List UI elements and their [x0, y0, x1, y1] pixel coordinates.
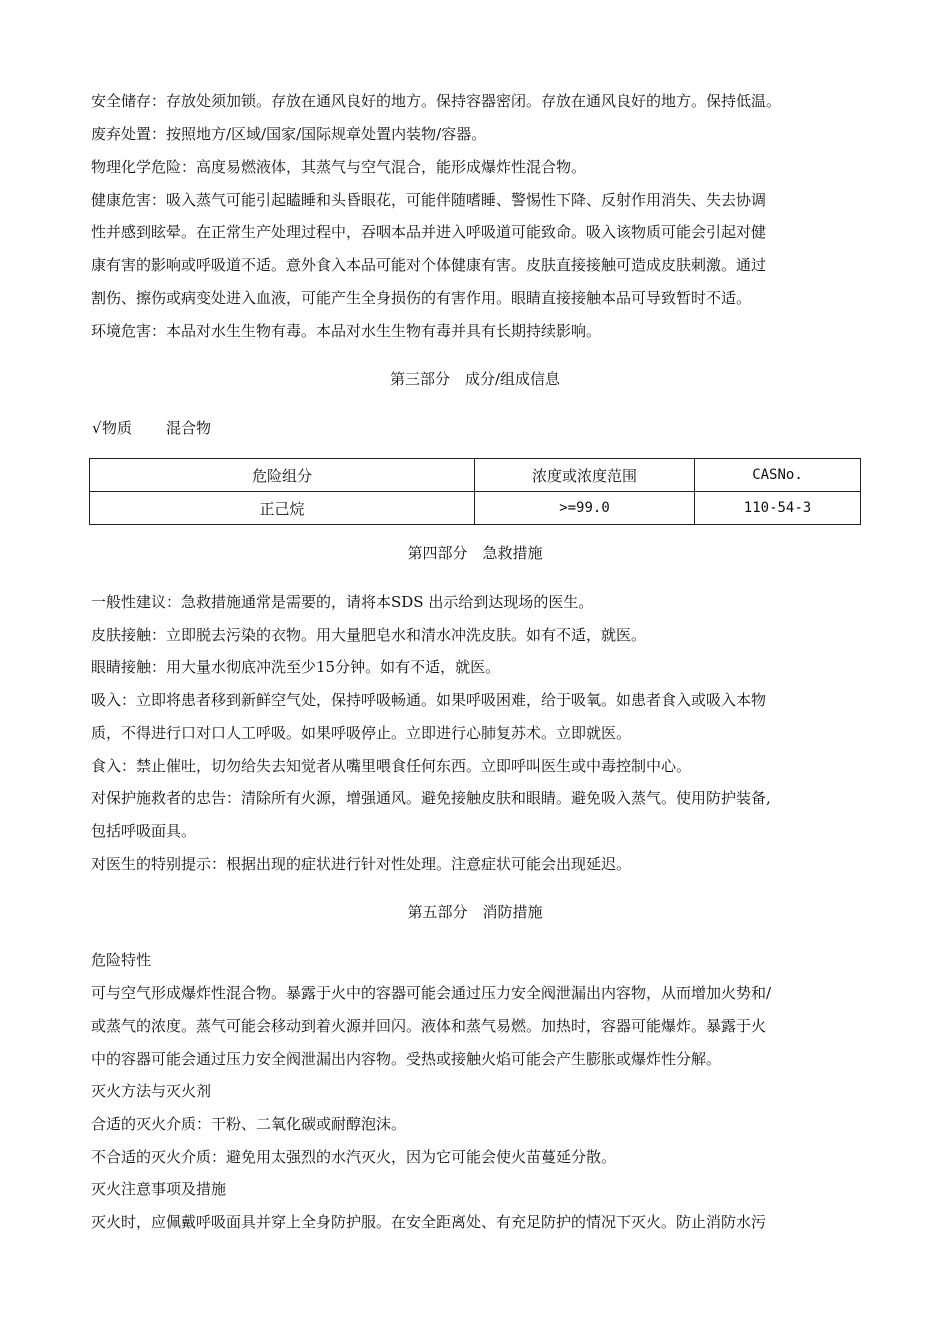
- suitable-media-text: 合适的灭火介质：干粉、二氧化碳或耐醇泡沫。: [91, 1115, 407, 1133]
- substance-label: 物质: [102, 419, 133, 437]
- eye-contact-text: 眼睛接触：用大量水彻底冲洗至少15分钟。如有不适，就医。: [91, 658, 501, 676]
- inhalation-line-1: 吸入：立即将患者移到新鲜空气处，保持呼吸畅通。如果呼吸困难，给于吸氧。如患者食入或吸入本物: [91, 691, 767, 709]
- table-header-row: [90, 459, 861, 492]
- inhalation-line-2: 质，不得进行口对口人工呼吸。如果呼吸停止。立即进行心肺复苏术。立即就医。: [91, 724, 632, 742]
- check-mark-icon: √: [92, 419, 102, 437]
- substance-value: 混合物: [166, 419, 212, 437]
- storage-text: 安全储存：存放处须加锁。存放在通风良好的地方。保持容器密闭。存放在通风良好的地方。保持低温。: [91, 92, 782, 110]
- unsuitable-media-text: 不合适的灭火介质：避免用太强烈的水汽灭火，因为它可能会使火苗蔓延分散。: [91, 1148, 617, 1166]
- health-hazard-line-4: 割伤、擦伤或病变处进入血液，可能产生全身损伤的有害作用。眼睛直接接触本品可导致暂时不适。: [91, 289, 752, 307]
- section5-title: 第五部分 消防措施: [407, 903, 543, 921]
- rescuer-advice-line-1: 对保护施救者的忠告：清除所有火源，增强通风。避免接触皮肤和眼睛。避免吸入蒸气。使用防护装备,: [91, 789, 771, 807]
- extinguishing-method-heading: 灭火方法与灭火剂: [91, 1082, 212, 1100]
- health-hazard-line-2: 性并感到眩晕。在正常生产处理过程中，吞咽本品并进入呼吸道可能致命。吸入该物质可能会引起对健: [91, 223, 767, 241]
- hazard-line-3: 中的容器可能会通过压力安全阀泄漏出内容物。受热或接触火焰可能会产生膨胀或爆炸性分解。: [91, 1050, 722, 1068]
- header-concentration: 浓度或浓度范围: [475, 459, 695, 492]
- disposal-text: 废弃处置：按照地方/区域/国家/国际规章处置内装物/容器。: [91, 125, 487, 143]
- skin-contact-text: 皮肤接触：立即脱去污染的衣物。用大量肥皂水和清水冲洗皮肤。如有不适，就医。: [91, 626, 647, 644]
- hazard-line-2: 或蒸气的浓度。蒸气可能会移动到着火源并回闪。液体和蒸气易燃。加热时，容器可能爆炸。暴露于火: [91, 1017, 767, 1035]
- health-hazard-line-3: 康有害的影响或呼吸道不适。意外食入本品可能对个体健康有害。皮肤直接接触可造成皮肤刺激。通过: [91, 256, 767, 274]
- section4-title: 第四部分 急救措施: [407, 544, 543, 562]
- firefighting-precautions-heading: 灭火注意事项及措施: [91, 1180, 227, 1198]
- section3-title: 第三部分 成分/组成信息: [389, 370, 561, 388]
- health-hazard-line-1: 健康危害：吸入蒸气可能引起瞌睡和头昏眼花，可能伴随嗜睡、警惕性下降、反射作用消失、失去协调: [91, 191, 767, 209]
- firefighting-precaution-line-1: 灭火时，应佩戴呼吸面具并穿上全身防护服。在安全距离处、有充足防护的情况下灭火。防止消防水污: [91, 1213, 767, 1231]
- substance-row: [92, 418, 211, 438]
- hazard-line-1: 可与空气形成爆炸性混合物。暴露于火中的容器可能会通过压力安全阀泄漏出内容物，从而增加火势和/: [91, 984, 772, 1002]
- environment-hazard-text: 环境危害：本品对水生生物有毒。本品对水生生物有毒并具有长期持续影响。: [91, 322, 602, 340]
- doctor-note-text: 对医生的特别提示：根据出现的症状进行针对性处理。注意症状可能会出现延迟。: [91, 855, 632, 873]
- cell-component: 正己烷: [90, 492, 475, 525]
- header-cas-no: CASNo.: [695, 459, 861, 492]
- composition-table: [89, 458, 861, 525]
- table-row: [90, 492, 861, 525]
- hazard-characteristics-heading: 危险特性: [91, 951, 152, 969]
- header-hazard-component: 危险组分: [90, 459, 475, 492]
- ingestion-text: 食入：禁止催吐，切勿给失去知觉者从嘴里喂食任何东西。立即呼叫医生或中毒控制中心。: [91, 757, 692, 775]
- cell-concentration: >=99.0: [475, 492, 695, 525]
- physchem-hazard-text: 物理化学危险：高度易燃液体，其蒸气与空气混合，能形成爆炸性混合物。: [91, 158, 587, 176]
- rescuer-advice-line-2: 包括呼吸面具。: [91, 822, 197, 840]
- cell-cas-no: 110-54-3: [695, 492, 861, 525]
- general-advice-text: 一般性建议：急救措施通常是需要的，请将本SDS 出示给到达现场的医生。: [91, 593, 594, 611]
